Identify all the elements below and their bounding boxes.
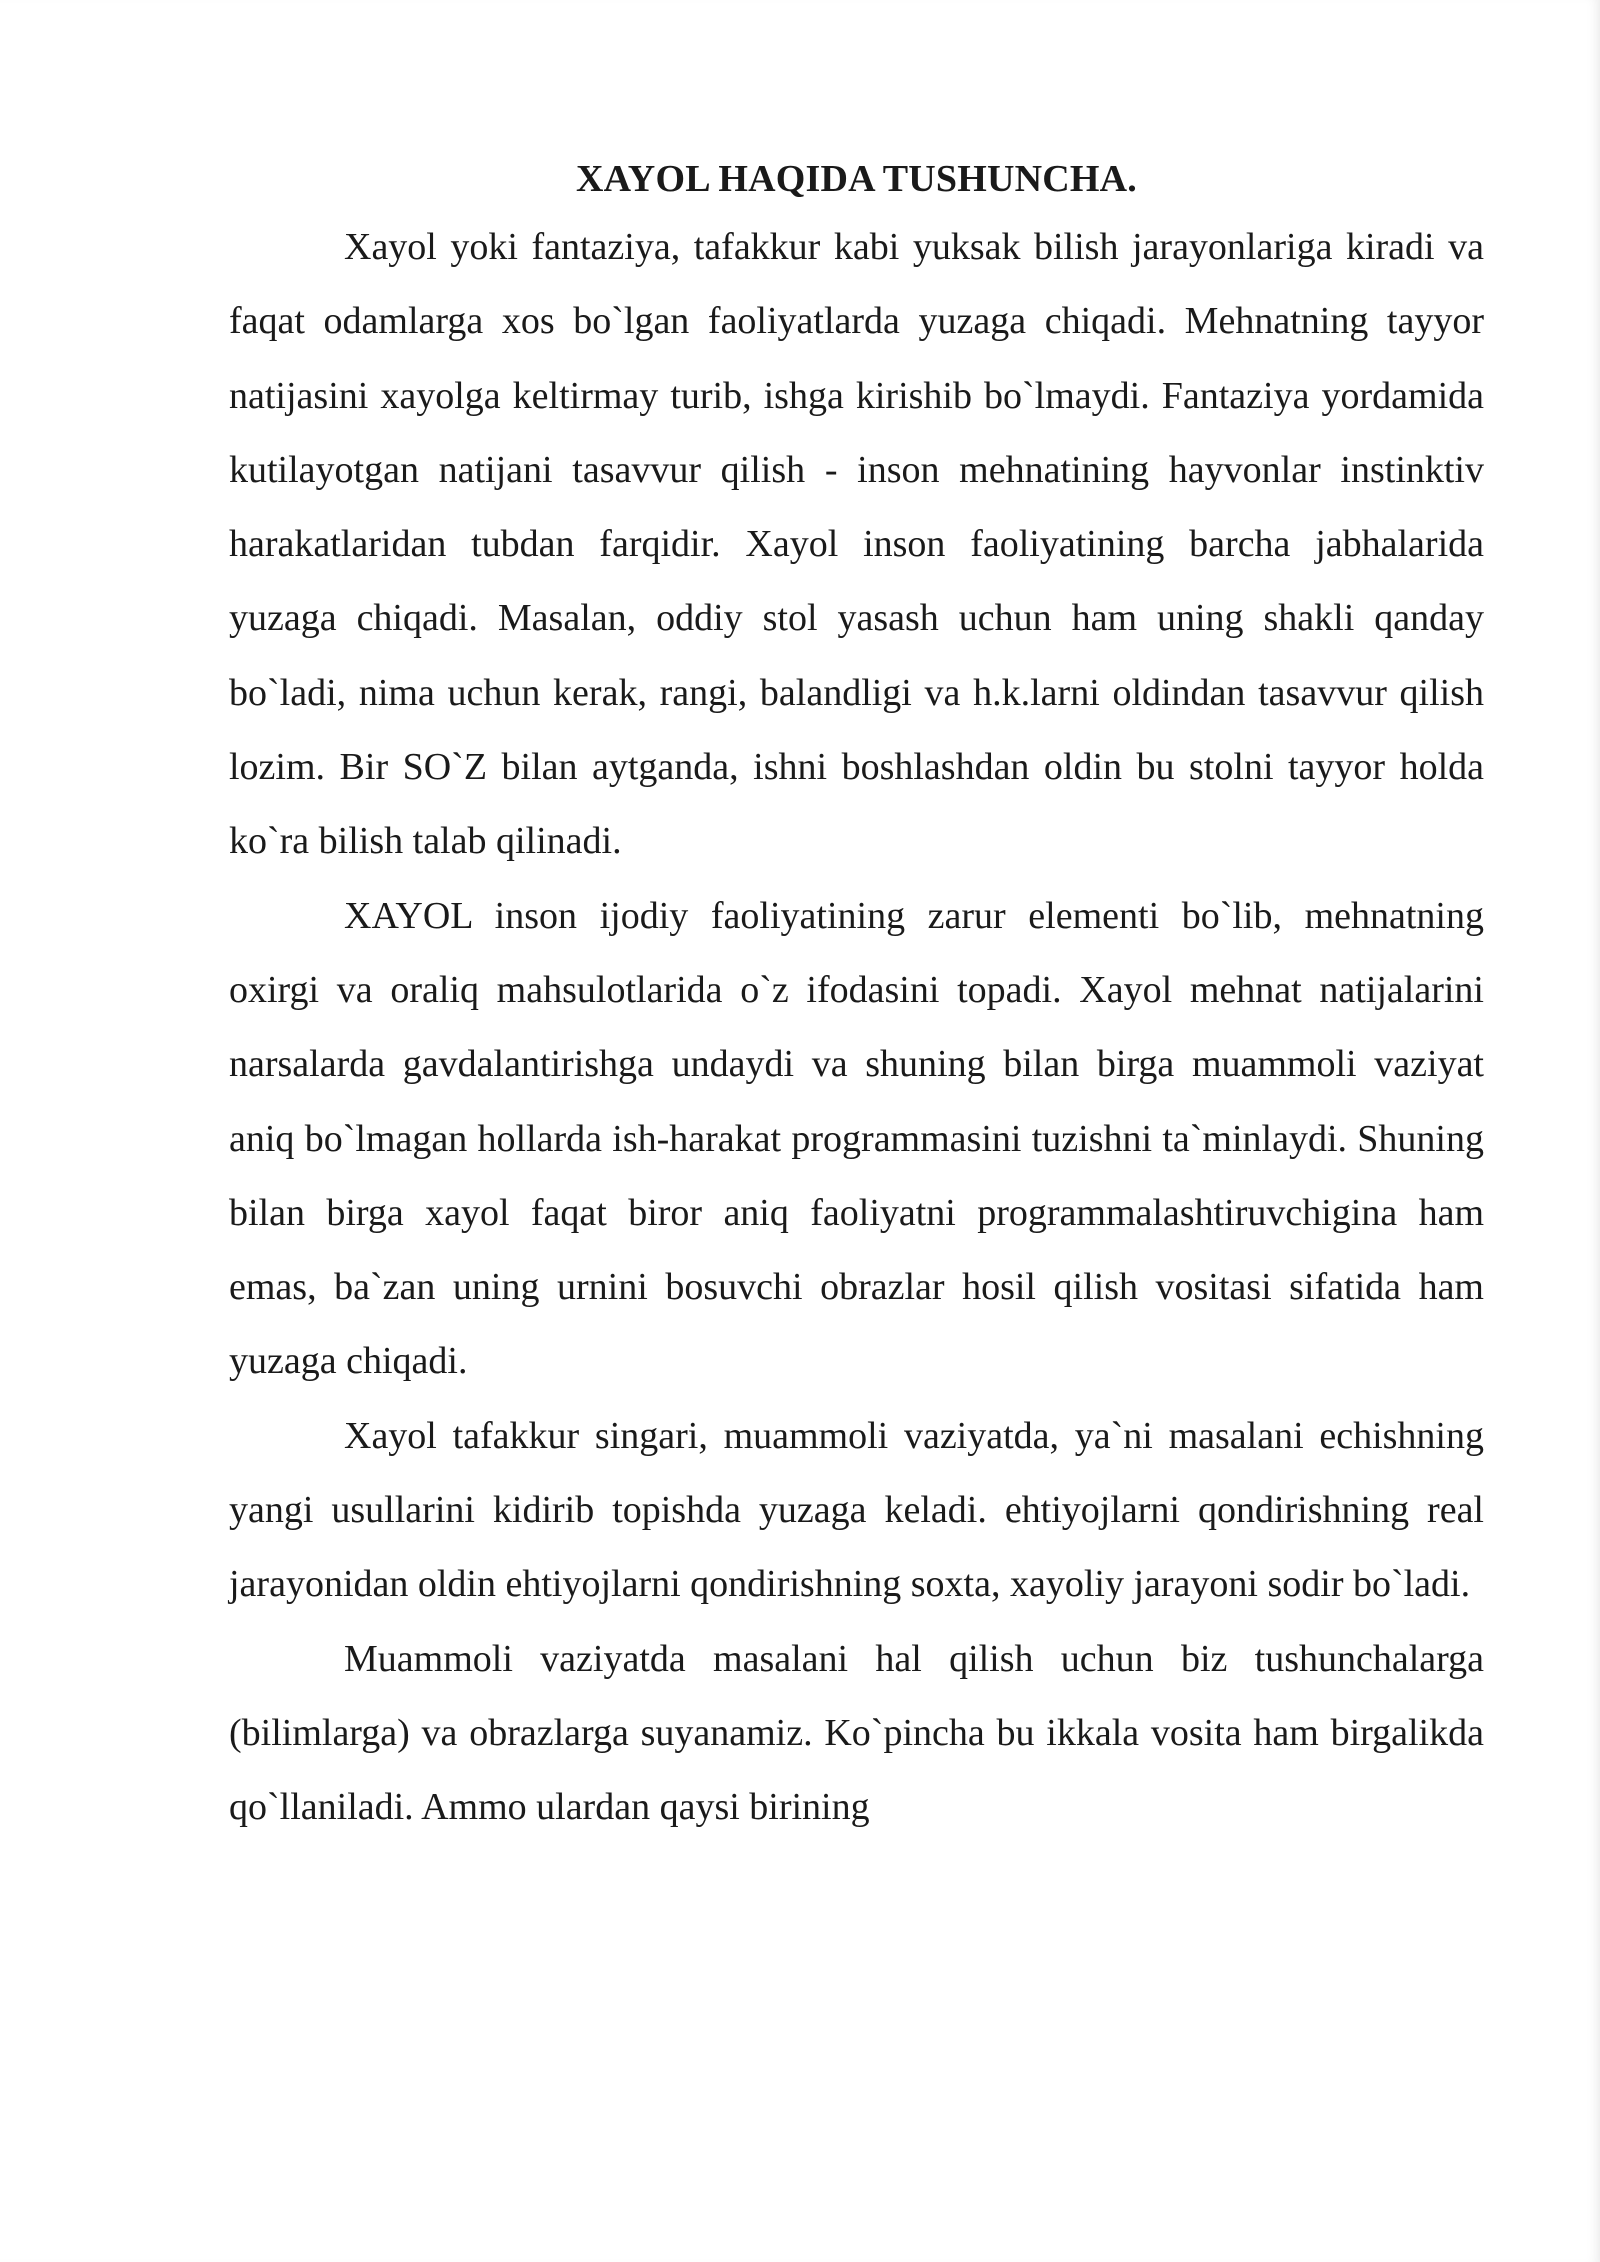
paragraph-2: XAYOL inson ijodiy faoliyatining zarur elementi bo`lib, mehnatning oxirgi va oraliq mahsulotlarida o`z ifodasini topadi. Xayol mehnat natijalarini narsalarda gavdalantirishga undaydi va shuning bilan birga muammoli vaziyat aniq bo`lmagan hollarda ish-harakat programmasini tuzishni ta`minlaydi. Shuning bilan birga xayol faqat biror aniq faoliyatni programmalashtiruvchigina ham emas, ba`zan uning urnini bosuvchi obrazlar hosil qilish vositasi sifatida ham yuzaga chiqadi. xyxy=(229,894,1484,1383)
paragraph-4: Muammoli vaziyatda masalani hal qilish uchun biz tushunchalarga (bilimlarga) va obrazlarga suyanamiz. Ko`pincha bu ikkala vosita ham birgalikda qo`llaniladi. Ammo ulardan qaysi birining xyxy=(229,1637,1484,1829)
paragraph-3: Xayol tafakkur singari, muammoli vaziyatda, ya`ni masalani echishning yangi usullarini kidirib topishda yuzaga keladi. ehtiyojlarni qondirishning real jarayonidan oldin ehtiyojlarni qondirishning soxta, xayoliy jarayoni sodir bo`ladi. xyxy=(229,1414,1484,1606)
document-body xyxy=(229,148,1484,1845)
paragraph-1: Xayol yoki fantaziya, tafakkur kabi yuksak bilish jarayonlariga kiradi va faqat odamlarga xos bo`lgan faoliyatlarda yuzaga chiqadi. Mehnatning tayyor natijasini xayolga keltirmay turib, ishga kirishib bo`lmaydi. Fantaziya yordamida kutilayotgan natijani tasavvur qilish - inson mehnatining hayvonlar instinktiv harakatlaridan tubdan farqidir. Xayol inson faoliyatining barcha jabhalarida yuzaga chiqadi. Masalan, oddiy stol yasash uchun ham uning shakli qanday bo`ladi, nima uchun kerak, rangi, balandligi va h.k.larni oldindan tasavvur qilish lozim. Bir SO`Z bilan aytganda, ishni boshlashdan oldin bu stolni tayyor holda ko`ra bilish talab qilinadi. xyxy=(229,226,1484,863)
document-title: XAYOL HAQIDA TUSHUNCHA. xyxy=(576,158,1137,200)
